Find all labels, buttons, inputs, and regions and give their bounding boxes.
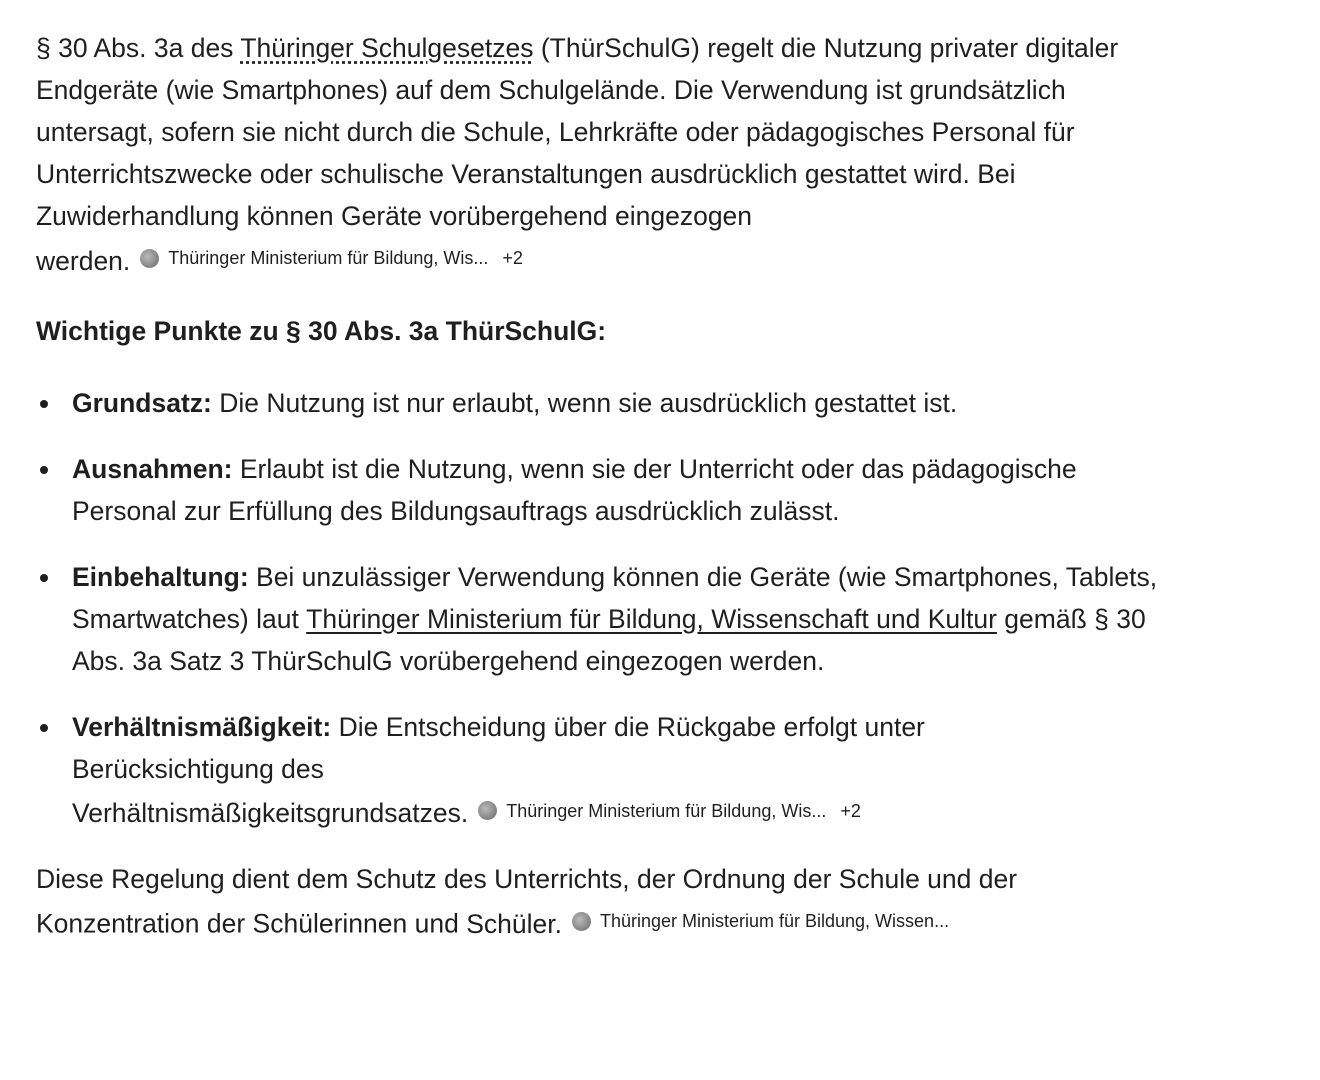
point-text: Die Entscheidung über die Rückgabe erfolgt unter Berücksichtigung des	[72, 711, 925, 784]
point-end	[72, 798, 861, 828]
intro-paragraph	[36, 27, 1126, 282]
intro-end	[36, 246, 523, 276]
closing-text: Schüler.	[458, 908, 562, 939]
source-more-count: +2	[840, 800, 861, 821]
schulgesetz-link[interactable]: Thüringer Schulgesetzes	[240, 33, 534, 63]
point-term: Einbehaltung:	[72, 561, 249, 592]
point-text: Die Nutzung ist nur erlaubt, wenn sie ausdrücklich gestattet ist.	[211, 387, 958, 418]
list-item	[36, 448, 1182, 532]
ai-overview	[36, 27, 1176, 945]
point-text: gemäß § 30 Abs. 3a Satz 3 ThürSchulG vorübergehend eingezogen werden.	[72, 603, 1146, 676]
point-text: Verhältnismäßigkeitsgrundsatzes.	[72, 798, 469, 828]
point-term: Ausnahmen:	[72, 453, 233, 484]
point-text: Bei unzulässiger Verwendung können die Geräte (wie Smartphones, Tablets, Smartwatches) laut	[72, 561, 1158, 634]
source-chip[interactable]	[140, 237, 523, 279]
closing-end	[459, 909, 949, 939]
source-favicon-icon	[572, 912, 591, 931]
source-favicon-icon	[140, 249, 159, 268]
source-label: Thüringer Ministerium für Bildung, Wis...	[168, 248, 489, 268]
point-term: Grundsatz:	[72, 387, 212, 418]
source-chip[interactable]	[572, 900, 949, 942]
closing-paragraph	[36, 858, 1126, 945]
list-item	[36, 556, 1182, 682]
source-more-count: +2	[502, 248, 523, 268]
intro-text: werden.	[36, 245, 131, 276]
point-term: Verhältnismäßigkeit:	[72, 711, 332, 742]
list-item	[36, 382, 1182, 424]
closing-text: Diese Regelung dient dem Schutz des Unterrichts, der Ordnung der Schule und der Konzentration der Schülerinnen und	[36, 864, 1018, 939]
points-list	[36, 382, 1176, 835]
source-label: Thüringer Ministerium für Bildung, Wissen...	[599, 911, 950, 931]
source-favicon-icon	[478, 801, 497, 820]
list-item	[36, 706, 1032, 835]
section-heading: Wichtige Punkte zu § 30 Abs. 3a ThürSchulG:	[36, 315, 607, 346]
source-chip[interactable]	[478, 790, 861, 832]
ministerium-link[interactable]: Thüringer Ministerium für Bildung, Wissenschaft und Kultur	[306, 603, 997, 634]
source-label: Thüringer Ministerium für Bildung, Wis...	[506, 800, 827, 821]
intro-text: § 30 Abs. 3a des	[36, 33, 241, 63]
point-text: Erlaubt ist die Nutzung, wenn sie der Unterricht oder das pädagogische Personal zur Erfüllung des Bildungsauftrags ausdrücklich zulässt.	[72, 453, 1077, 526]
intro-text: (ThürSchulG) regelt die Nutzung privater digitaler Endgeräte (wie Smartphones) auf dem Schulgelände. Die Verwendung ist grundsätzlich untersagt, sofern sie nicht durch die Schule, Lehrkräfte oder pädagogisches Personal für Unterrichtszwecke oder schulische Veranstaltungen ausdrücklich gestattet wird. Bei Zuwiderhandlung können Geräte vorübergehend eingezogen	[36, 33, 1119, 231]
